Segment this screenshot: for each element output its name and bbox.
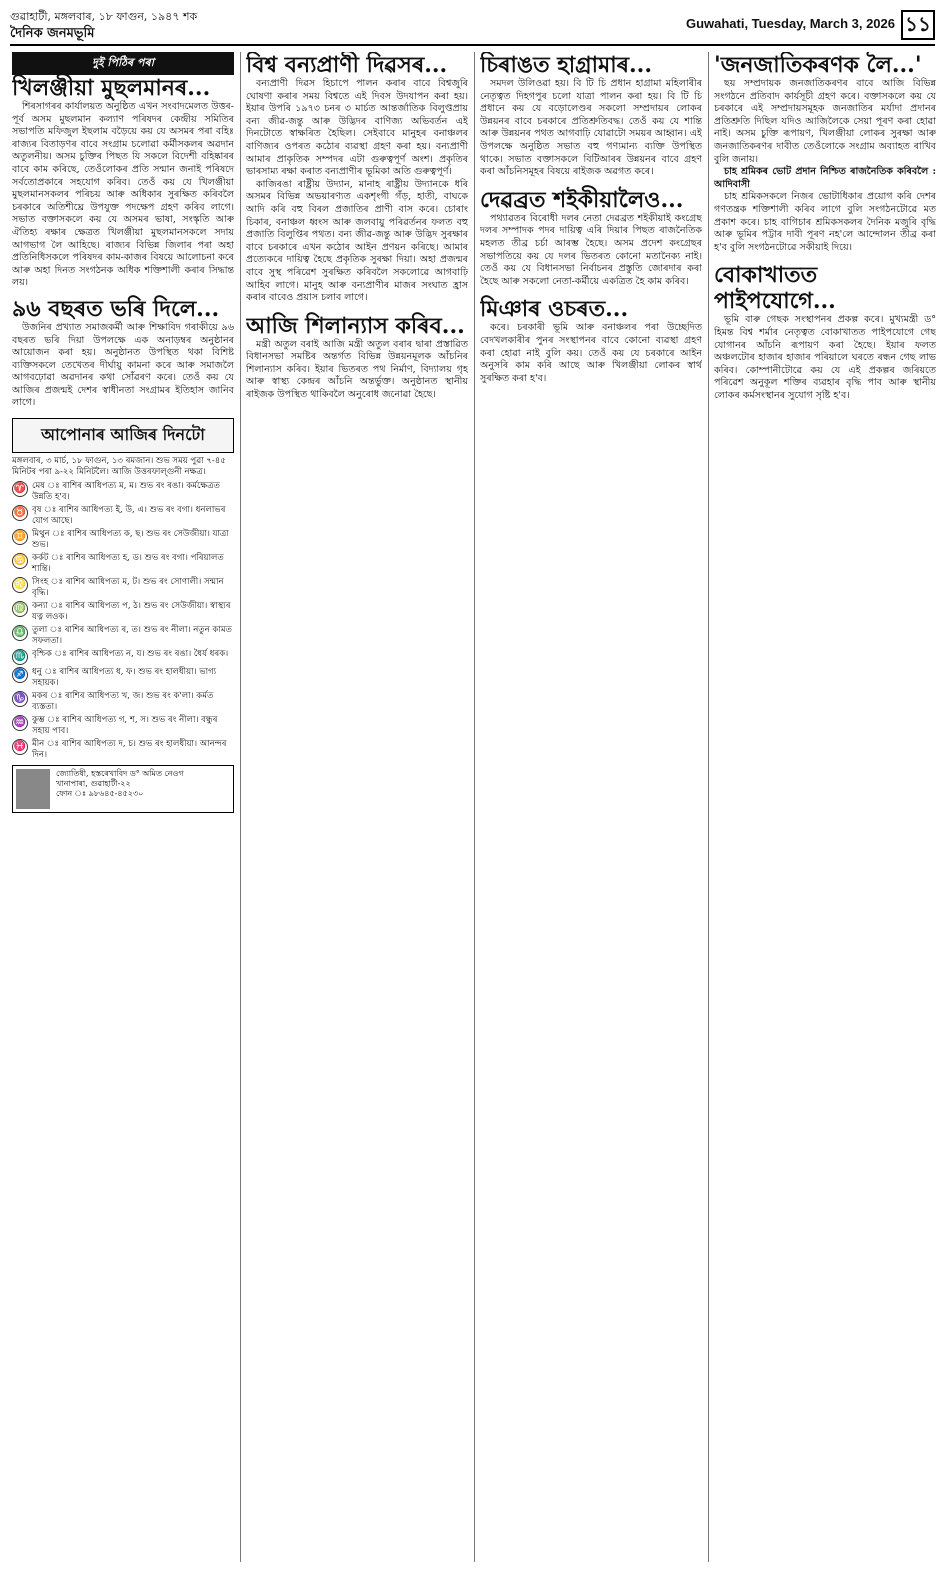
column-2 [246, 52, 468, 402]
zodiac-icon: ♊ [12, 529, 28, 545]
column-divider [474, 52, 475, 1562]
zodiac-row [12, 649, 234, 665]
zodiac-row [12, 505, 234, 527]
zodiac-row [12, 739, 234, 761]
column-4 [714, 52, 936, 402]
headline-miya: মিঞাৰ ওচৰত... [480, 296, 629, 323]
header-rule [10, 44, 935, 46]
zodiac-text: মীন ঃ ৰাশিৰ আধিপত্য দ, চ। শুভ ৰং হালধীয়া। আনন্দৰ দিন। [32, 739, 227, 761]
astrologer-name: জ্যোতিষী, হস্তৰেখাবিদ ড° অমিত নেওগ [56, 769, 184, 779]
zodiac-icon: ♎ [12, 625, 28, 641]
article-body: মন্ত্ৰী অতুল বৰাই আজি মন্ত্ৰী অতুল বৰাৰ দ্বাৰা প্ৰস্তাৱিত বিধানসভা সমষ্টিৰ অন্তৰ্গত বিভিন্ন উন্নয়নমূলক আঁচনিৰ শিলান্যাস কৰিব। ইয়াৰ ভিতৰত পথ নিৰ্মাণ, বিদ্যালয় গৃহ আৰু স্বাস্থ্য কেন্দ্ৰৰ আঁচনি অন্তৰ্ভুক্ত। অনুষ্ঠানত স্থানীয় ৰাইজক উপস্থিত থাকিবলৈ অনুৰোধ জনোৱা হৈছে। [246, 338, 468, 401]
zodiac-row [12, 691, 234, 713]
column-title: দুই পিঠিৰ পৰা [12, 52, 234, 75]
article-body: ভূমি বাৰু গেছক সংস্থাপনৰ প্ৰকল্প কৰে। মুখ্যমন্ত্ৰী ড° হিমন্ত বিশ্ব শৰ্মাৰ নেতৃত্বত বোকাখাতত পাইপযোগে গেছ যোগানৰ আঁচনি ৰূপায়ণ কৰা হৈছে। ইয়াৰ ফলত অঞ্চলটোৰ হাজাৰ হাজাৰ পৰিয়ালে ঘৰতে ৰন্ধন গেছ লাভ কৰিব। কোম্পানীটোৱে কয় যে এই প্ৰকল্পৰ জৰিয়তে পৰিৱেশ অনুকূল শক্তিৰ ব্যৱহাৰ বৃদ্ধি পাব আৰু স্থানীয় লোকৰ কৰ্মসংস্থানৰ সুযোগ সৃষ্টি হ'ব। [714, 314, 936, 401]
article-body: সমদল উলিওৱা হয়। বি টি চি প্ৰধান হাগ্ৰামা মহিলাৰীৰ নেতৃত্বত দিহগপুৰ চলো যাত্ৰা পালন কৰা হয়। বি টি চি প্ৰধানে কয় যে বড়োলেণ্ডৰ সকলো সম্প্ৰদায়ৰ লোকৰ উন্নয়নৰ বাবে চৰকাৰে প্ৰতিশ্ৰুতিবদ্ধ। তেওঁ কয় যে শান্তি আৰু উন্নয়নৰ পথত আগবাঢ়ি যোৱাটো সময়ৰ আহ্বান। এই উপলক্ষে অনুষ্ঠিত সভাত বহু গণ্যমান্য ব্যক্তি উপস্থিত থাকে। সভাত বক্তাসকলে বিটিআৰৰ উন্নয়নৰ বাবে গ্ৰহণ কৰা আঁচনিসমূহৰ বিষয়ে ৰাইজক অৱগত কৰে। [480, 78, 702, 178]
zodiac-row [12, 529, 234, 551]
zodiac-text: কৰ্কট ঃ ৰাশিৰ আধিপত্য হ, ড। শুভ ৰং বগা। পৰিয়ালত শান্তি। [32, 553, 224, 575]
newspaper-brand: দৈনিক জনমভূমি [10, 26, 95, 41]
zodiac-text: কুম্ভ ঃ ৰাশিৰ আধিপত্য গ, শ, স। শুভ ৰং নীলা। বন্ধুৰ সহায় পাব। [32, 715, 218, 737]
zodiac-row [12, 625, 234, 647]
headline-wildlife-day: বিশ্ব বন্যপ্ৰাণী দিৱসৰ... [246, 52, 448, 78]
zodiac-icon: ♉ [12, 505, 28, 521]
zodiac-icon: ♑ [12, 691, 28, 707]
column-divider [240, 52, 241, 1562]
zodiac-text: মেষ ঃ ৰাশিৰ আধিপত্য ম, ম। শুভ ৰং ৰঙা। কৰ্মক্ষেত্ৰত উন্নতি হ'ব। [32, 481, 220, 503]
zodiac-text: মকৰ ঃ ৰাশিৰ আধিপত্য খ, জ। শুভ ৰং ক'লা। কৰ্মত ব্যস্ততা। [32, 691, 214, 713]
zodiac-icon: ♐ [12, 667, 28, 683]
article-subhead: চাহ শ্ৰমিকৰ ভোট প্ৰদান নিশ্চিত ৰাজনৈতিক কৰিবলৈ : আদিবাসী [714, 166, 936, 190]
page-header [10, 6, 935, 46]
zodiac-icon: ♏ [12, 649, 28, 665]
zodiac-text: বৃষ ঃ ৰাশিৰ আধিপত্য ই, উ, এ। শুভ ৰং বগা। ধনলাভৰ যোগ আছে। [32, 505, 226, 527]
zodiac-icon: ♓ [12, 739, 28, 755]
astrologer-card [12, 765, 234, 813]
article-body: পথ্যাৱতৰ বিৰোধী দলৰ নেতা দেৱব্ৰত শইকীয়াই কংগ্ৰেছ দলৰ সম্পাদক পদৰ দায়িত্ব এৰি দিয়াৰ পিছত ৰাজনৈতিক মহলত তীব্ৰ চৰ্চা আৰম্ভ হৈছে। অসম প্ৰদেশ কংগ্ৰেছৰ সভাপতিয়ে কয় যে দলৰ ভিতৰত কোনো মতানৈক্য নাই। তেওঁ কয় যে বিধানসভা নিৰ্বাচনৰ প্ৰস্তুতি জোৰদাৰ কৰা হৈছে আৰু সকলো নেতা-কৰ্মীয়ে একত্ৰিত হৈ কাম কৰিব। [480, 212, 702, 287]
column-divider [708, 52, 709, 1562]
astrologer-address: খানাপাৰা, গুৱাহাটী-২২ [56, 779, 131, 789]
zodiac-text: ধনু ঃ ৰাশিৰ আধিপত্য ধ, ফ। শুভ ৰং হালধীয়া। ভাগ্য সহায়ক। [32, 667, 217, 689]
zodiac-icon: ♌ [12, 577, 28, 593]
zodiac-icon: ♍ [12, 601, 28, 617]
article-body: শিৰসাগৰৰ কাৰ্যালয়ত অনুষ্ঠিত এখন সংবাদমেলত উত্তৰ-পূৰ্ব অসম মুছলমান কল্যাণ পৰিষদৰ কেন্দ্ৰীয় সমিতিৰ সভাপতি মফিজুল ইছলাম বড়ৈয়ে কয় যে অসমৰ পৰা বহিঃ ৰাজ্যৰ বিতাড়ণৰ বাবে সংগ্ৰাম চলোৱা কৰ্মীসকলৰ অৱদান অতুলনীয়। অসম চুক্তিৰ পিছত যি সকলে বিদেশী বহিষ্কাৰৰ বাবে কাম কৰিছে, তেওঁলোকৰ প্ৰতি সন্মান জনাই পৰিষদে সৰ্বতোপ্ৰকাৰে সহযোগ কৰিব। তেওঁ কয় যে খিলঞ্জীয়া মুছলমানসকলৰ পৰিচয় আৰু অধিকাৰ সুৰক্ষিত কৰিবলৈ চৰকাৰে অতিশীঘ্ৰে উপযুক্ত পদক্ষেপ গ্ৰহণ কৰিব লাগে। সভাত বক্তাসকলে কয় যে অসমৰ ভাষা, সংস্কৃতি আৰু ঐতিহ্য ৰক্ষাৰ ক্ষেত্ৰত খিলঞ্জীয়া মুছলমানসকলে সদায় আগভাগ লৈ আহিছে। ৰাজ্যৰ বিভিন্ন জিলাৰ পৰা অহা প্ৰতিনিধিসকলে পৰিষদৰ কাম-কাজৰ বিষয়ে আলোচনা কৰে আৰু অহা দিনত সংগঠনক অধিক শক্তিশালী কৰাৰ সিদ্ধান্ত লয়। [12, 101, 234, 289]
astrologer-photo [16, 769, 50, 809]
zodiac-row [12, 601, 234, 623]
headline-chirang: চিৰাঙত হাগ্ৰামাৰ... [480, 52, 652, 78]
astro-intro: মঙ্গলবাৰ, ৩ মাৰ্চ, ১৮ ফাগুন, ১৩ ৰমজান। শুভ সময় পুৱা ৭-৪৫ মিনিটৰ পৰা ৯-২২ মিনিটলৈ। আজি উত্তৰফাল্গুনী নক্ষত্ৰ। [12, 456, 226, 478]
zodiac-text: তুলা ঃ ৰাশিৰ আধিপত্য ৰ, ত। শুভ ৰং নীলা। নতুন কামত সফলতা। [32, 625, 232, 647]
zodiac-text: কন্যা ঃ ৰাশিৰ আধিপত্য প, ঠ। শুভ ৰং সেউজীয়া। স্বাস্থ্যৰ যত্ন লওক। [32, 601, 231, 623]
headline-khilonjia: খিলঞ্জীয়া মুছলমানৰ... [12, 75, 211, 101]
article-body: ছয় সম্প্ৰদায়ক জনজাতিকৰণৰ বাবে আজি বিভিন্ন সংগঠনে প্ৰতিবাদ কাৰ্যসূচী গ্ৰহণ কৰে। বক্তাসকলে কয় যে চৰকাৰে এই সম্প্ৰদায়সমূহক জনজাতিৰ মৰ্যাদা প্ৰদানৰ প্ৰতিশ্ৰুতি দিছিল যদিও আজিলৈকে সেয়া পূৰণ কৰা হোৱা নাই। অসম চুক্তি ৰূপায়ণ, খিলঞ্জীয়া লোকৰ সুৰক্ষা আৰু জনজাতিকৰণৰ দাবীত তেওঁলোকে সংগ্ৰাম অব্যাহত ৰাখিব বুলি জনায়। চাহ শ্ৰমিকৰ ভোট প্ৰদান নিশ্চিত ৰাজনৈতিক কৰিবলৈ : আদিবাসী চাহ শ্ৰমিকসকলে নিজৰ ভোটাধিকাৰ প্ৰয়োগ কৰি দেশৰ গণতন্ত্ৰক শক্তিশালী কৰিব লাগে বুলি সংগঠনটোৱে মত প্ৰকাশ কৰে। চাহ বাগিচাৰ শ্ৰমিকসকলৰ দৈনিক মজুৰি বৃদ্ধি আৰু ভূমিৰ পট্টাৰ দাবী পূৰণ নহ'লে আন্দোলন তীব্ৰ কৰা হ'ব বুলি সংগঠনটোৱে সকীয়াই দিয়ে। [714, 78, 936, 253]
article-body: বন্যপ্ৰাণী দিৱস হিচাপে পালন কৰাৰ বাবে বিশ্বজুৰি ঘোষণা কৰাৰ সময় বিশ্বতে এই দিবস উদযাপন কৰা হয়। ইয়াৰ উপৰি ১৯৭৩ চনৰ ৩ মাৰ্চত আন্তৰ্জাতিক বিলুপ্তপ্ৰায় বন্য জীৱ-জন্তু আৰু উদ্ভিদৰ বাণিজ্য অভিবৰ্তন এই দিনটোতে স্বাক্ষৰিত হৈছিল। সেইবাবে মানুহৰ বনাঞ্চলৰ বাণিজ্যৰ ওপৰত কঠোৰ ব্যৱস্থা গ্ৰহণ কৰা হয়। বন্যপ্ৰাণী আমাৰ প্ৰাকৃতিক সম্পদৰ এটা গুৰুত্বপূৰ্ণ অংশ। প্ৰকৃতিৰ ভাৰসাম্য ৰক্ষা কৰাত বন্যপ্ৰাণীৰ ভূমিকা অতি গুৰুত্বপূৰ্ণ। কাজিৰঙা ৰাষ্ট্ৰীয় উদ্যান, মানাহ ৰাষ্ট্ৰীয় উদ্যানকে ধৰি অসমৰ বিভিন্ন অভয়াৰণ্যত একশৃংগী গঁড়, হাতী, বাঘকে আদি কৰি বহু বিৰল প্ৰজাতিৰ প্ৰাণী বাস কৰে। চোৰাং চিকাৰ, বনাঞ্চল ধ্বংস আৰু জলবায়ু পৰিৱৰ্তনৰ ফলত বহু প্ৰজাতি বিলুপ্তিৰ পথত। বন্য জীৱ-জন্তু আৰু উদ্ভিদ সুৰক্ষাৰ বাবে চৰকাৰে এখন কঠোৰ আইন প্ৰণয়ন কৰিছে। আমাৰ প্ৰত্যেকৰে দায়িত্ব হৈছে প্ৰকৃতিক সুৰক্ষা দিয়া। অহা প্ৰজন্মৰ বাবে সুস্থ পৰিৱেশ সুৰক্ষিত কৰিবলৈ সকলোৱে আগবাঢ়ি আহিব লাগে। মানুহ আৰু বন্যপ্ৰাণীৰ মাজৰ সংঘাত হ্ৰাস কৰাৰ বাবেও প্ৰয়াস চলাব লাগে। [246, 78, 468, 304]
astro-box [12, 418, 234, 813]
zodiac-icon: ♋ [12, 553, 28, 569]
zodiac-text: বৃশ্চিক ঃ ৰাশিৰ আধিপত্য ন, য। শুভ ৰং ৰঙা। ধৈৰ্য ধৰক। [32, 649, 229, 660]
header-date-assamese: গুৱাহাটী, মঙ্গলবাৰ, ১৮ ফাগুন, ১৯৪৭ শক [10, 10, 198, 23]
headline-foundation-stone: আজি শিলান্যাস কৰিব... [246, 312, 465, 339]
zodiac-icon: ♒ [12, 715, 28, 731]
zodiac-text: সিংহ ঃ ৰাশিৰ আধিপত্য ম, ট। শুভ ৰং সোণালী। সন্মান বৃদ্ধি। [32, 577, 224, 599]
page-number: ১১ [901, 10, 935, 40]
zodiac-list [12, 481, 234, 761]
column-1 [12, 52, 234, 813]
zodiac-row [12, 481, 234, 503]
headline-tribal-status: 'জনজাতিকৰণক লৈ...' [714, 52, 922, 78]
zodiac-row [12, 667, 234, 689]
headline-96-years: ৯৬ বছৰত ভৰি দিলে... [12, 295, 220, 322]
zodiac-row [12, 553, 234, 575]
headline-bokakhat-gas: বোকাখাতত পাইপযোগে... [714, 262, 836, 315]
header-date-english: Guwahati, Tuesday, March 3, 2026 [685, 16, 895, 31]
column-3 [480, 52, 702, 385]
astrologer-phone: ফোন ঃ ৯৮৬৪৫-৪৫২৩০ [56, 789, 144, 799]
headline-debabrata: দেৱব্ৰত শইকীয়ালৈও... [480, 186, 684, 213]
astro-title: আপোনাৰ আজিৰ দিনটো [12, 418, 234, 453]
zodiac-row [12, 715, 234, 737]
article-body: উজনিৰ প্ৰখ্যাত সমাজকৰ্মী আৰু শিক্ষাবিদ গৰাকীয়ে ৯৬ বছৰত ভৰি দিয়া উপলক্ষে এক অনাড়ম্বৰ অনুষ্ঠানৰ আয়োজন কৰা হয়। অনুষ্ঠানত উপস্থিত থকা বিশিষ্ট ব্যক্তিসকলে তেখেতৰ দীৰ্ঘায়ু কামনা কৰে আৰু সমাজলৈ আগবঢ়োৱা অৱদানৰ কথা সোঁৱৰণ কৰে। তেওঁ কয় যে আজিৰ প্ৰজন্মই দেশৰ স্বাধীনতা সংগ্ৰামৰ ইতিহাস জানিব লাগে। [12, 321, 234, 409]
zodiac-text: মিথুন ঃ ৰাশিৰ আধিপত্য ক, ছ। শুভ ৰং সেউজীয়া। যাত্ৰা শুভ। [32, 529, 229, 551]
article-body: কৰে। চৰকাৰী ভূমি আৰু বনাঞ্চলৰ পৰা উচ্ছেদিত বেদখলকাৰীৰ পুনৰ সংস্থাপনৰ বাবে কোনো ব্যৱস্থা গ্ৰহণ কৰা হোৱা নাই বুলি কয়। তেওঁ কয় যে চৰকাৰে আইন অনুসৰি কাম কৰি আছে আৰু খিলঞ্জীয়া লোকৰ স্বাৰ্থ সুৰক্ষিত কৰা হ'ব। [480, 322, 702, 384]
zodiac-row [12, 577, 234, 599]
zodiac-icon: ♈ [12, 481, 28, 497]
